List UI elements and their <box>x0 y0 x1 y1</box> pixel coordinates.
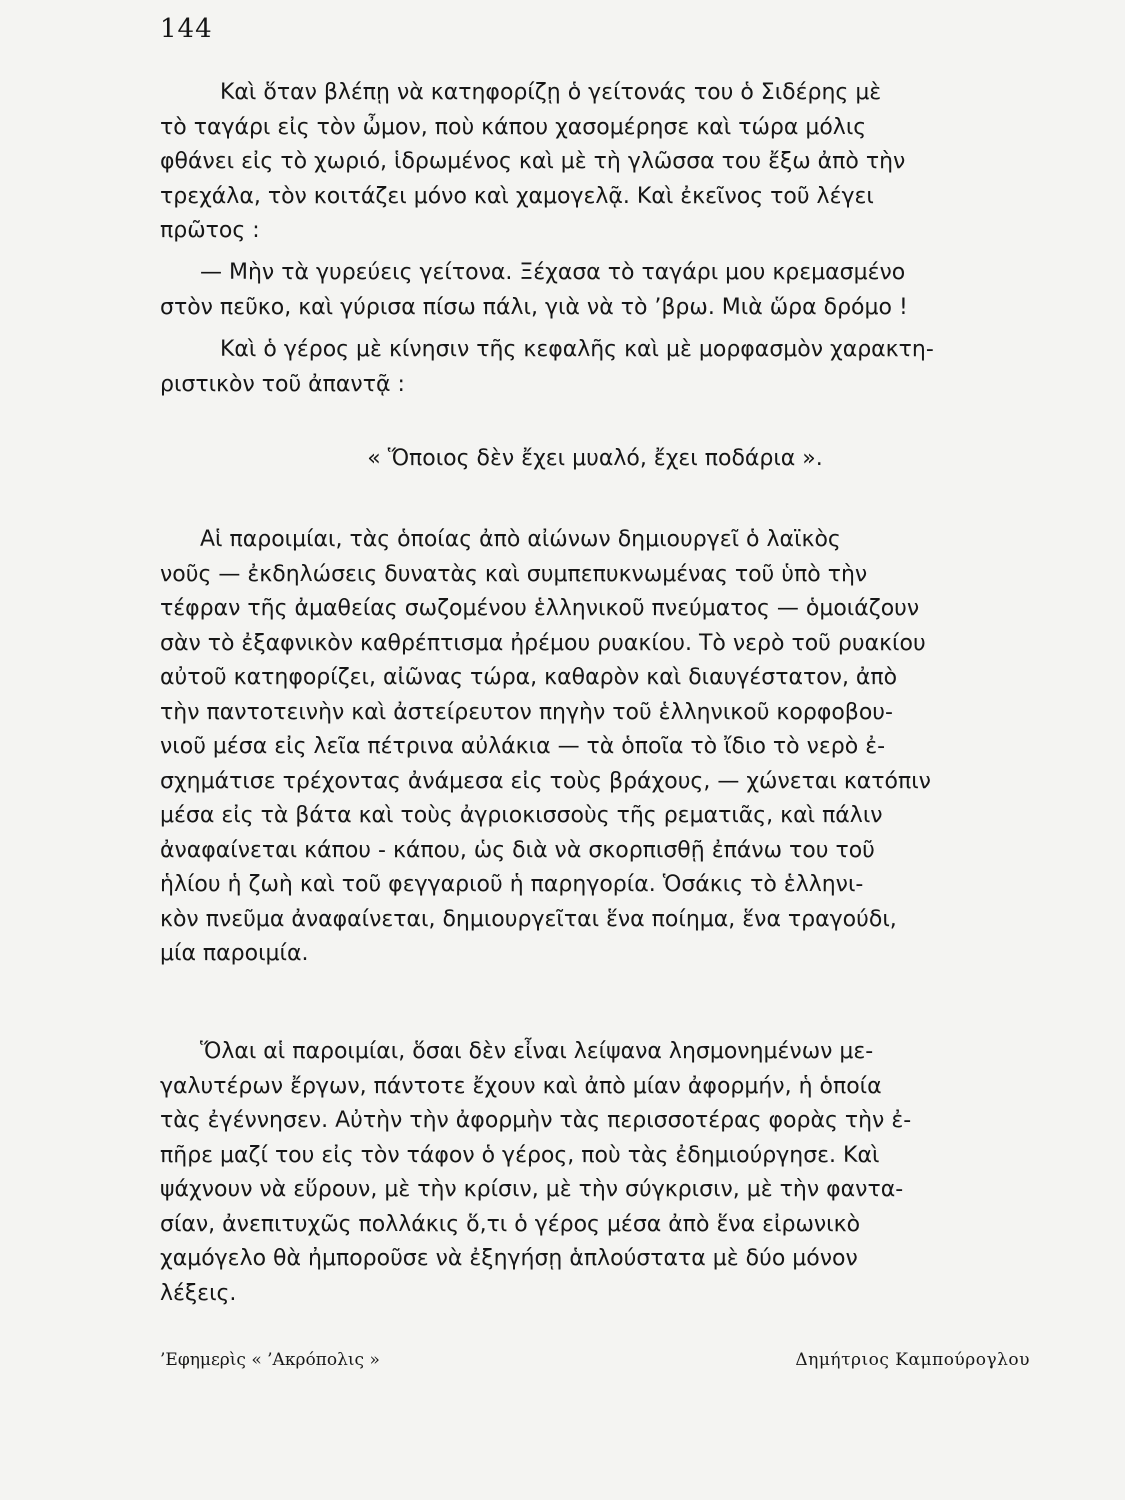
text-line: κὸν πνεῦμα ἀναφαίνεται, δημιουργεῖται ἕνα ποίημα, ἕνα τραγούδι, <box>160 906 897 932</box>
text-line: ψάχνουν νὰ εὕρουν, μὲ τὴν κρίσιν, μὲ τὴν σύγκρισιν, μὲ τὴν φαντα- <box>160 1177 904 1202</box>
text-line: στὸν πεῦκο, καὶ γύρισα πίσω πάλι, γιὰ νὰ τὸ ’βρω. Μιὰ ὥρα δρόμο ! <box>160 294 908 320</box>
text-line: λέξεις. <box>160 1280 237 1306</box>
text-line: Καὶ ὅταν βλέπῃ νὰ κατηφορίζῃ ὁ γείτονάς του ὁ Σιδέρης μὲ <box>220 80 882 105</box>
text-line: σίαν, ἀνεπιτυχῶς πολλάκις ὅ,τι ὁ γέρος μέσα ἀπὸ ἕνα εἰρωνικὸ <box>160 1211 861 1237</box>
text-line: τρεχάλα, τὸν κοιτάζει μόνο καὶ χαμογελᾷ. Καὶ ἐκεῖνος τοῦ λέγει <box>160 183 874 209</box>
page-number: 144 <box>160 14 213 44</box>
text-line: μέσα εἰς τὰ βάτα καὶ τοὺς ἀγριοκισσοὺς τῆς ρεματιᾶς, καὶ πάλιν <box>160 803 883 828</box>
text-line: πρῶτος : <box>160 218 260 243</box>
text-line: φθάνει εἰς τὸ χωριό, ἱδρωμένος καὶ μὲ τὴ γλῶσσα του ἔξω ἀπὸ τὴν <box>160 149 906 174</box>
text-line: νοῦς — ἐκδηλώσεις δυνατὰς καὶ συμπεπυκνωμένας τοῦ ὑπὸ τὴν <box>160 561 868 587</box>
text-line: αὐτοῦ κατηφορίζει, αἰῶνας τώρα, καθαρὸν καὶ διαυγέστατον, ἀπὸ <box>160 665 898 690</box>
text-line: Ὅλαι αἱ παροιμίαι, ὅσαι δὲν εἶναι λείψανα λησμονημένων με- <box>200 1039 874 1064</box>
text-line: ἀναφαίνεται κάπου - κάπου, ὡς διὰ νὰ σκορπισθῇ ἐπάνω του τοῦ <box>160 837 875 863</box>
paragraph-2 <box>160 256 1030 325</box>
text-line: χαμόγελο θὰ ἠμποροῦσε νὰ ἐξηγήσῃ ἁπλούστατα μὲ δύο μόνον <box>160 1246 858 1271</box>
text-line: μία παροιμία. <box>160 941 309 966</box>
text-line: σχημάτισε τρέχοντας ἀνάμεσα εἰς τοὺς βράχους, — χώνεται κατόπιν <box>160 768 931 794</box>
text-line: σὰν τὸ ἐξαφνικὸν καθρέπτισμα ἠρέμου ρυακίου. Τὸ νερὸ τοῦ ρυακίου <box>160 630 926 656</box>
text-line: γαλυτέρων ἔργων, πάντοτε ἔχουν καὶ ἀπὸ μίαν ἀφορμήν, ἡ ὁποία <box>160 1073 882 1099</box>
paragraph-4 <box>160 523 1030 972</box>
paragraph-5 <box>160 1035 1030 1311</box>
footer <box>160 1350 1030 1380</box>
text-line: τὴν παντοτεινὴν καὶ ἀστείρευτον πηγὴν τοῦ ἑλληνικοῦ κορφοβου- <box>160 699 893 725</box>
text-line: νιοῦ μέσα εἰς λεῖα πέτρινα αὐλάκια — τὰ ὁποῖα τὸ ἴδιο τὸ νερὸ ἐ- <box>160 734 886 759</box>
proverb-block <box>160 442 1030 477</box>
paragraph-1 <box>160 76 1030 249</box>
text-line: Αἱ παροιμίαι, τὰς ὁποίας ἀπὸ αἰώνων δημιουργεῖ ὁ λαϊκὸς <box>200 527 841 552</box>
proverb-quote: « Ὅποιος δὲν ἔχει μυαλό, ἔχει ποδάρια ». <box>367 446 823 471</box>
text-line: — Μὴν τὰ γυρεύεις γείτονα. Ξέχασα τὸ ταγάρι μου κρεμασμένο <box>200 260 906 285</box>
text-line: ριστικὸν τοῦ ἀπαντᾷ : <box>160 371 405 397</box>
text-line: πῆρε μαζί του εἰς τὸν τάφον ὁ γέρος, ποὺ τὰς ἐδημιούργησε. Καὶ <box>160 1142 880 1168</box>
text-line: τὰς ἐγέννησεν. Αὐτὴν τὴν ἀφορμὴν τὰς περισσοτέρας φορὰς τὴν ἐ- <box>160 1108 912 1133</box>
text-line: ἡλίου ἡ ζωὴ καὶ τοῦ φεγγαριοῦ ἡ παρηγορία. Ὁσάκις τὸ ἑλληνι- <box>160 872 864 897</box>
author-name: Δημήτριος Καμπούρογλου <box>795 1350 1030 1370</box>
source-citation: ’Εφημερὶς « ’Ακρόπολις » <box>160 1350 380 1370</box>
paragraph-3 <box>160 333 1030 402</box>
text-line: τὸ ταγάρι εἰς τὸν ὦμον, ποὺ κάπου χασομέρησε καὶ τώρα μόλις <box>160 114 867 140</box>
text-line: Καὶ ὁ γέρος μὲ κίνησιν τῆς κεφαλῆς καὶ μὲ μορφασμὸν χαρακτη- <box>220 337 934 362</box>
text-line: τέφραν τῆς ἀμαθείας σωζομένου ἑλληνικοῦ πνεύματος — ὁμοιάζουν <box>160 596 920 621</box>
